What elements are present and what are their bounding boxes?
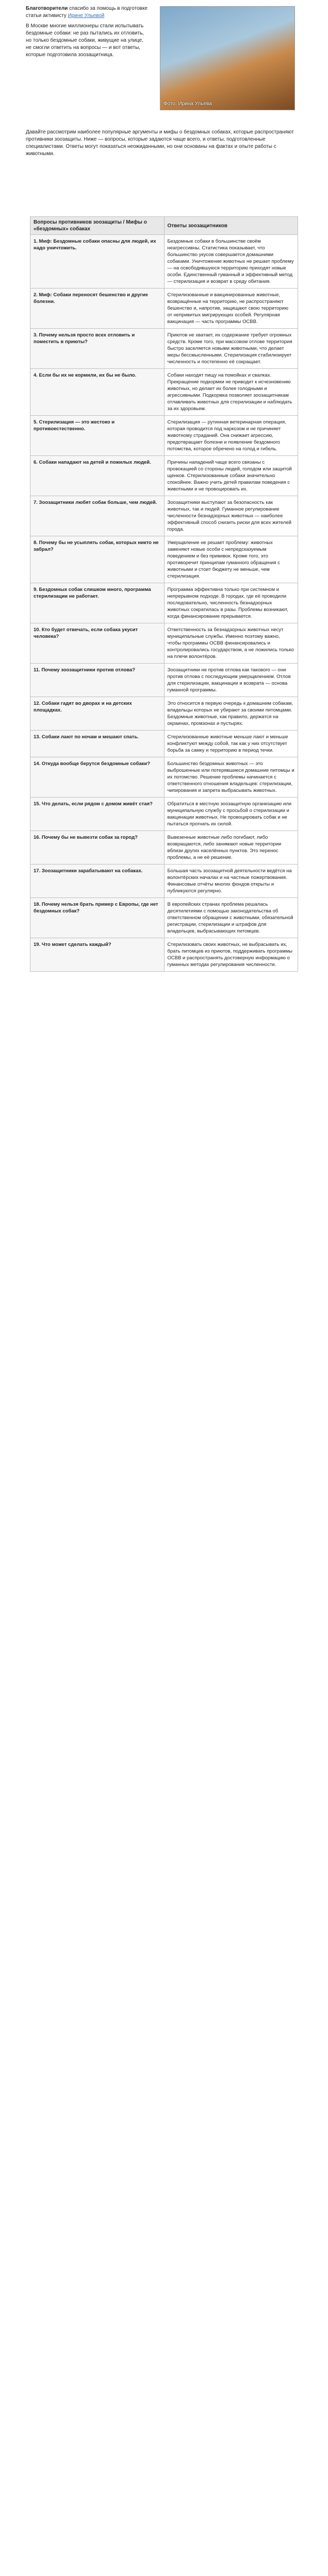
qa-question-cell: 18. Почему нельзя брать пример с Европы, где нет бездомных собак?	[30, 898, 165, 938]
qa-question-cell: 12. Собаки гадят во дворах и на детских площадках.	[30, 697, 165, 731]
qa-answer-cell: Собаки находят пищу на помойках и свалках. Прекращение подкормки не приводит к исчезновению животных, но делает их более голодными и агрессивными. Подкормка позволяет зоозащитникам отлавливать животных для стерилизации и наблюдать за их здоровьем.	[164, 369, 298, 416]
qa-row	[30, 831, 298, 865]
qa-row	[30, 583, 298, 623]
photo-caption: Фото: Ирина Ульева	[163, 101, 212, 107]
qa-header-answer: Ответы зоозащитников	[164, 217, 298, 235]
intro-author-link[interactable]: Ирине Ульевой	[68, 13, 105, 19]
qa-row	[30, 898, 298, 938]
qa-question-cell: 6. Собаки нападают на детей и пожилых людей.	[30, 456, 165, 496]
qa-answer-cell: Стерилизованные животные меньше лают и меньше конфликтуют между собой, так как у них отсутствует борьба за самку и территорию в период течки.	[164, 731, 298, 757]
qa-question-cell: 7. Зоозащитники любят собак больше, чем людей.	[30, 496, 165, 536]
qa-row	[30, 289, 298, 329]
qa-row	[30, 757, 298, 798]
qa-row	[30, 731, 298, 757]
qa-question-cell: 2. Миф: Собаки переносят бешенство и другие болезни.	[30, 289, 165, 329]
qa-answer-cell: Стерилизовать своих животных, не выбрасывать их, брать питомцев из приютов, поддерживать программы ОСВВ и распространять достоверную информацию о гуманных методах регулирования численности.	[164, 938, 298, 972]
qa-row	[30, 496, 298, 536]
qa-table	[30, 216, 298, 972]
qa-answer-cell: Ответственность за безнадзорных животных несут муниципальные службы. Именно поэтому важно, чтобы программы ОСВВ финансировались и контролировались государством, а не ложились только на плечи волонтёров.	[164, 623, 298, 664]
qa-row	[30, 798, 298, 831]
dog-photo	[160, 6, 295, 110]
qa-row	[30, 623, 298, 664]
qa-answer-cell: Большинство бездомных животных — это выброшенные или потерявшиеся домашние питомцы и их потомство. Решение проблемы начинается с ответственного отношения владельцев: стерилизации, чипирования и запрета выбрасывать животных.	[164, 757, 298, 798]
intro-label: Благотворители	[26, 6, 68, 11]
qa-row	[30, 664, 298, 697]
qa-answer-cell: Умерщвление не решает проблему: животных заменяют новые особи с непредсказуемым поведением и без прививок. Кроме того, это противоречит принципам гуманного обращения с животными и стоит бюджету не меньше, чем стерилизация.	[164, 536, 298, 583]
qa-row	[30, 369, 298, 416]
qa-answer-cell: Это относится в первую очередь к домашним собакам, владельцы которых не убирают за своими питомцами. Бездомные животные, как правило, держатся на окраинах, промзонах и пустырях.	[164, 697, 298, 731]
qa-row	[30, 456, 298, 496]
qa-row	[30, 865, 298, 898]
qa-answer-cell: Приютов не хватает, их содержание требует огромных средств. Кроме того, при массовом отлове территория быстро заселяется новыми животными, что делает меры бессмысленными. Стерилизация стабилизирует численность и постепенно её сокращает.	[164, 329, 298, 369]
qa-question-cell: 5. Стерилизация — это жестоко и противоестественно.	[30, 416, 165, 456]
qa-question-cell: 4. Если бы их не кормили, их бы не было.	[30, 369, 165, 416]
qa-answer-cell: В европейских странах проблема решалась десятилетиями с помощью законодательства об ответственном обращении с животными, обязательной регистрации, стерилизации и штрафов для владельцев, выбрасывающих питомцев.	[164, 898, 298, 938]
qa-question-cell: 17. Зоозащитники зарабатывают на собаках.	[30, 865, 165, 898]
qa-row	[30, 536, 298, 583]
qa-answer-cell: Зоозащитники выступают за безопасность как животных, так и людей. Гуманное регулирование численности безнадзорных животных — наиболее эффективный способ снизить риски для всех жителей города.	[164, 496, 298, 536]
qa-header-question: Вопросы противников зоозащиты / Мифы о «бездомных» собаках	[30, 217, 165, 235]
qa-table-body	[30, 235, 298, 972]
qa-row	[30, 329, 298, 369]
qa-question-cell: 10. Кто будет отвечать, если собака укусит человека?	[30, 623, 165, 664]
qa-question-cell: 11. Почему зоозащитники против отлова?	[30, 664, 165, 697]
qa-question-cell: 8. Почему бы не усыплять собак, которых никто не забрал?	[30, 536, 165, 583]
intro-block	[26, 5, 150, 59]
qa-answer-cell: Стерилизация — рутинная ветеринарная операция, которая проводится под наркозом и не причиняет животному страданий. Она снижает агрессию, предотвращает болезни и появление бездомного потомства, которое обречено на голод и гибель.	[164, 416, 298, 456]
qa-answer-cell: Бездомные собаки в большинстве своём неагрессивны. Статистика показывает, что большинство укусов совершается домашними собаками. Уничтожение животных не решает проблему — на освободившуюся территорию приходят новые особи. Единственный гуманный и эффективный метод — стерилизация и возврат в среду обитания.	[164, 235, 298, 289]
qa-answer-cell: Стерилизованные и вакцинированные животные, возвращённые на территорию, не распространяют бешенство и, напротив, защищают свою территорию от непривитых мигрирующих особей. Регулярная вакцинация — часть программы ОСВВ.	[164, 289, 298, 329]
qa-header-row	[30, 217, 298, 235]
intro-body: В Москве многие миллионеры стали испытывать бездомные собаки: не раз пытались их отловить, но только бездомные собаки, живущие на улице, не смогли ответить на вопросы — и вот ответы, которые подготовила зоозащитница.	[26, 23, 144, 58]
qa-row	[30, 235, 298, 289]
qa-question-cell: 15. Что делать, если рядом с домом живёт стая?	[30, 798, 165, 831]
qa-question-cell: 9. Бездомных собак слишком много, программа стерилизации не работает.	[30, 583, 165, 623]
qa-question-cell: 14. Откуда вообще берутся бездомные собаки?	[30, 757, 165, 798]
qa-row	[30, 938, 298, 972]
qa-answer-cell: Зоозащитники не против отлова как такового — они против отлова с последующим умерщвлением. Отлов для стерилизации, вакцинации и возврата — основа гуманной программы.	[164, 664, 298, 697]
lead-paragraph: Давайте рассмотрим наиболее популярные аргументы и мифы о бездомных собаках, которые распространяют противники зоозащиты. Ниже — вопросы, которые задаются чаще всего, и ответы, подготовленные специалистами. Ответы могут показаться неожиданными, но они основаны на фактах и опыте работы с животными.	[26, 129, 294, 157]
qa-answer-cell: Программа эффективна только при системном и непрерывном подходе. В городах, где её проводили последовательно, численность безнадзорных животных сократилась в разы. Проблемы возникают, когда финансирование прерывается.	[164, 583, 298, 623]
qa-row	[30, 416, 298, 456]
qa-answer-cell: Обратиться в местную зоозащитную организацию или муниципальную службу с просьбой о стерилизации и вакцинации животных. Не провоцировать собак и не пытаться прогнать их силой.	[164, 798, 298, 831]
qa-answer-cell: Причины нападений чаще всего связаны с провокацией со стороны людей, голодом или защитой щенков. Стерилизованные собаки значительно спокойнее. Важно учить детей правилам поведения с животными и не провоцировать их.	[164, 456, 298, 496]
qa-question-cell: 3. Почему нельзя просто всех отловить и поместить в приюты?	[30, 329, 165, 369]
qa-answer-cell: Вывезенные животные либо погибают, либо возвращаются, либо занимают новые территории вблизи других населённых пунктов. Это перенос проблемы, а не её решение.	[164, 831, 298, 865]
qa-answer-cell: Большая часть зоозащитной деятельности ведётся на волонтёрских началах и на частные пожертвования. Финансовые отчёты многих фондов открыты и публикуются регулярно.	[164, 865, 298, 898]
qa-question-cell: 16. Почему бы не вывезти собак за город?	[30, 831, 165, 865]
qa-question-cell: 13. Собаки лают по ночам и мешают спать.	[30, 731, 165, 757]
qa-question-cell: 1. Миф: Бездомные собаки опасны для людей, их надо уничтожить.	[30, 235, 165, 289]
qa-question-cell: 19. Что может сделать каждый?	[30, 938, 165, 972]
qa-row	[30, 697, 298, 731]
intro-text: спасибо за помощь в подготовке статьи активисту	[26, 6, 148, 19]
